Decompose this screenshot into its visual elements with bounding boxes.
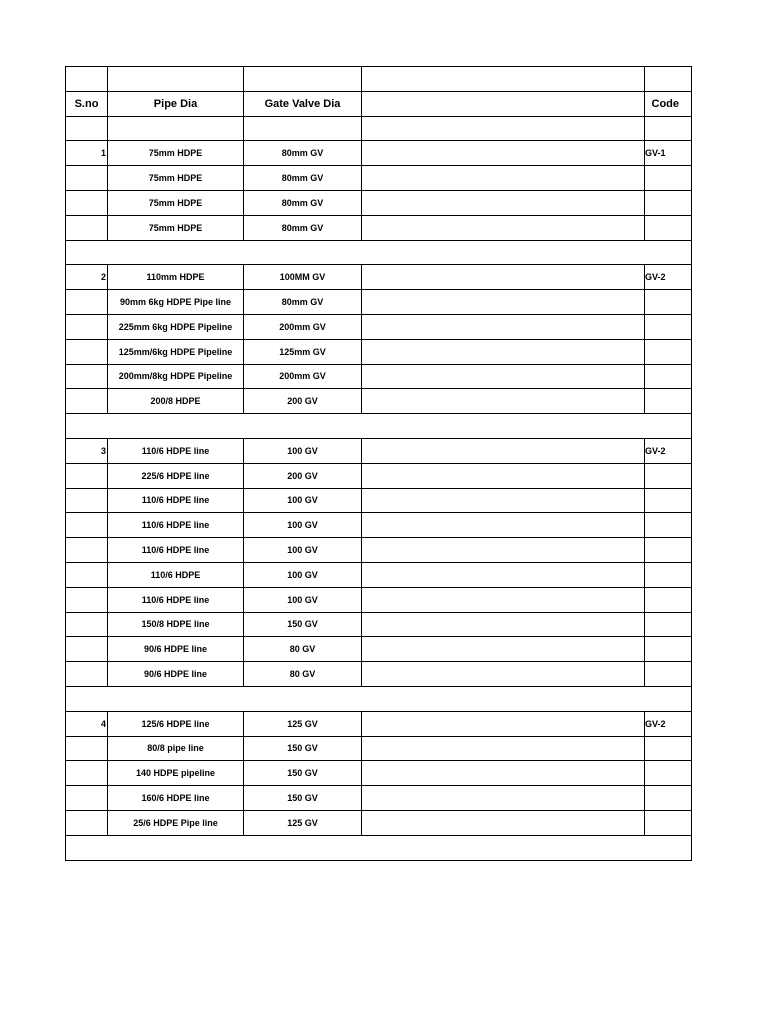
blank-cell <box>244 67 362 92</box>
sno-cell <box>66 215 108 240</box>
table-row <box>66 190 692 215</box>
sno-cell <box>66 810 108 835</box>
table-row <box>66 438 692 463</box>
header-row <box>66 91 692 116</box>
sno-cell <box>66 786 108 811</box>
code-cell <box>645 166 692 191</box>
gate-valve-cell: 100 GV <box>244 587 362 612</box>
pipe-dia-cell: 125mm/6kg HDPE Pipeline <box>108 339 244 364</box>
sno-cell <box>66 290 108 315</box>
gate-valve-cell: 100 GV <box>244 562 362 587</box>
table-row <box>66 513 692 538</box>
header-sno: S.no <box>66 91 108 116</box>
gate-valve-cell: 125 GV <box>244 711 362 736</box>
blank-cell <box>362 612 645 637</box>
pipe-dia-cell: 75mm HDPE <box>108 166 244 191</box>
sno-cell <box>66 662 108 687</box>
table-row <box>66 389 692 414</box>
pipe-dia-cell: 225/6 HDPE line <box>108 463 244 488</box>
blank-cell <box>362 587 645 612</box>
code-cell: GV-2 <box>645 438 692 463</box>
gate-valve-cell: 150 GV <box>244 786 362 811</box>
pipe-dia-cell: 110mm HDPE <box>108 265 244 290</box>
sno-cell <box>66 736 108 761</box>
sno-cell <box>66 562 108 587</box>
blank-cell <box>362 662 645 687</box>
blank-cell <box>362 438 645 463</box>
table-row <box>66 463 692 488</box>
sno-cell <box>66 513 108 538</box>
table-row <box>66 562 692 587</box>
table-row <box>66 662 692 687</box>
table-row <box>66 587 692 612</box>
sno-cell <box>66 314 108 339</box>
table-row <box>66 711 692 736</box>
separator-row <box>66 414 692 439</box>
code-cell <box>645 587 692 612</box>
separator-cell <box>66 686 692 711</box>
pipe-dia-cell: 90mm 6kg HDPE Pipe line <box>108 290 244 315</box>
blank-cell <box>362 562 645 587</box>
gate-valve-cell: 125 GV <box>244 810 362 835</box>
sno-cell <box>66 612 108 637</box>
blank-cell <box>362 290 645 315</box>
gate-valve-cell: 100MM GV <box>244 265 362 290</box>
table-row <box>66 488 692 513</box>
code-cell <box>645 736 692 761</box>
blank-cell <box>66 67 108 92</box>
blank-cell <box>362 786 645 811</box>
sno-cell <box>66 761 108 786</box>
sno-cell <box>66 339 108 364</box>
gate-valve-table <box>65 66 692 861</box>
code-cell <box>645 290 692 315</box>
code-cell <box>645 463 692 488</box>
gate-valve-cell: 80 GV <box>244 637 362 662</box>
blank-cell <box>362 463 645 488</box>
blank-cell <box>362 265 645 290</box>
table-row <box>66 786 692 811</box>
blank-cell <box>362 538 645 563</box>
gate-valve-cell: 150 GV <box>244 736 362 761</box>
separator-cell <box>66 835 692 860</box>
pipe-dia-cell: 110/6 HDPE line <box>108 587 244 612</box>
table-row <box>66 141 692 166</box>
pipe-dia-cell: 140 HDPE pipeline <box>108 761 244 786</box>
code-cell <box>645 562 692 587</box>
table-row <box>66 339 692 364</box>
header-pipe-dia: Pipe Dia <box>108 91 244 116</box>
code-cell <box>645 538 692 563</box>
table-row <box>66 265 692 290</box>
gate-valve-cell: 200mm GV <box>244 364 362 389</box>
separator-cell <box>66 414 692 439</box>
blank-cell <box>362 314 645 339</box>
pipe-dia-cell: 125/6 HDPE line <box>108 711 244 736</box>
blank-cell <box>362 190 645 215</box>
table-row <box>66 364 692 389</box>
code-cell <box>645 761 692 786</box>
blank-cell <box>362 116 645 141</box>
blank-cell <box>362 215 645 240</box>
table-row <box>66 538 692 563</box>
separator-row <box>66 835 692 860</box>
code-cell <box>645 116 692 141</box>
sno-cell <box>66 488 108 513</box>
code-cell: GV-1 <box>645 141 692 166</box>
separator-row <box>66 240 692 265</box>
sno-cell <box>66 463 108 488</box>
pipe-dia-cell: 160/6 HDPE line <box>108 786 244 811</box>
sno-cell <box>66 116 108 141</box>
pipe-dia-cell: 110/6 HDPE line <box>108 438 244 463</box>
blank-cell <box>362 141 645 166</box>
pipe-dia-cell: 200mm/8kg HDPE Pipeline <box>108 364 244 389</box>
header-blank <box>362 91 645 116</box>
pipe-dia-cell: 110/6 HDPE line <box>108 513 244 538</box>
code-cell <box>645 339 692 364</box>
pipe-dia-cell: 75mm HDPE <box>108 215 244 240</box>
header-gate-valve-dia: Gate Valve Dia <box>244 91 362 116</box>
empty-row <box>66 116 692 141</box>
code-cell: GV-2 <box>645 265 692 290</box>
sno-cell: 4 <box>66 711 108 736</box>
code-cell <box>645 215 692 240</box>
sno-cell: 1 <box>66 141 108 166</box>
code-cell <box>645 190 692 215</box>
blank-cell <box>362 711 645 736</box>
sno-cell <box>66 364 108 389</box>
pipe-dia-cell: 110/6 HDPE line <box>108 538 244 563</box>
gate-valve-cell: 150 GV <box>244 761 362 786</box>
blank-cell <box>362 166 645 191</box>
table-row <box>66 736 692 761</box>
code-cell: GV-2 <box>645 711 692 736</box>
gate-valve-cell: 100 GV <box>244 513 362 538</box>
table-row <box>66 761 692 786</box>
pipe-dia-cell: 90/6 HDPE line <box>108 637 244 662</box>
gate-valve-cell: 200 GV <box>244 463 362 488</box>
blank-cell <box>362 637 645 662</box>
sno-cell: 2 <box>66 265 108 290</box>
gate-valve-cell: 100 GV <box>244 488 362 513</box>
pipe-dia-cell: 225mm 6kg HDPE Pipeline <box>108 314 244 339</box>
pipe-dia-cell: 150/8 HDPE line <box>108 612 244 637</box>
gate-valve-cell: 100 GV <box>244 438 362 463</box>
header-code: Code <box>645 91 692 116</box>
pipe-dia-cell: 25/6 HDPE Pipe line <box>108 810 244 835</box>
pipe-dia-cell: 110/6 HDPE line <box>108 488 244 513</box>
table-row <box>66 612 692 637</box>
code-cell <box>645 513 692 538</box>
pipe-dia-cell: 200/8 HDPE <box>108 389 244 414</box>
gate-valve-cell: 125mm GV <box>244 339 362 364</box>
blank-cell <box>362 389 645 414</box>
pipe-dia-cell: 110/6 HDPE <box>108 562 244 587</box>
gate-valve-cell: 80mm GV <box>244 215 362 240</box>
code-cell <box>645 810 692 835</box>
blank-cell <box>362 67 645 92</box>
table-row <box>66 810 692 835</box>
table-row <box>66 215 692 240</box>
separator-cell <box>66 240 692 265</box>
code-cell <box>645 389 692 414</box>
code-cell <box>645 364 692 389</box>
gate-valve-cell: 200 GV <box>244 389 362 414</box>
gate-valve-cell: 100 GV <box>244 538 362 563</box>
code-cell <box>645 314 692 339</box>
sno-cell <box>66 538 108 563</box>
gate-valve-cell: 80mm GV <box>244 290 362 315</box>
table-row <box>66 166 692 191</box>
table-row <box>66 314 692 339</box>
code-cell <box>645 786 692 811</box>
blank-cell <box>362 513 645 538</box>
blank-cell <box>362 339 645 364</box>
code-cell <box>645 662 692 687</box>
code-cell <box>645 637 692 662</box>
pipe-dia-cell: 80/8 pipe line <box>108 736 244 761</box>
gate-valve-cell: 80 GV <box>244 662 362 687</box>
pipe-dia-cell: 90/6 HDPE line <box>108 662 244 687</box>
blank-cell <box>108 67 244 92</box>
table-row <box>66 637 692 662</box>
sno-cell <box>66 166 108 191</box>
blank-cell <box>362 761 645 786</box>
blank-cell <box>362 364 645 389</box>
gate-valve-cell: 80mm GV <box>244 166 362 191</box>
sno-cell: 3 <box>66 438 108 463</box>
top-blank-row <box>66 67 692 92</box>
sno-cell <box>66 637 108 662</box>
sno-cell <box>66 389 108 414</box>
table-row <box>66 290 692 315</box>
pipe-dia-cell <box>108 116 244 141</box>
blank-cell <box>645 67 692 92</box>
gate-valve-cell <box>244 116 362 141</box>
blank-cell <box>362 810 645 835</box>
sno-cell <box>66 587 108 612</box>
separator-row <box>66 686 692 711</box>
gate-valve-cell: 80mm GV <box>244 190 362 215</box>
blank-cell <box>362 736 645 761</box>
code-cell <box>645 612 692 637</box>
pipe-dia-cell: 75mm HDPE <box>108 141 244 166</box>
table-body <box>66 67 692 861</box>
sno-cell <box>66 190 108 215</box>
gate-valve-cell: 150 GV <box>244 612 362 637</box>
code-cell <box>645 488 692 513</box>
pipe-dia-cell: 75mm HDPE <box>108 190 244 215</box>
gate-valve-cell: 80mm GV <box>244 141 362 166</box>
gate-valve-cell: 200mm GV <box>244 314 362 339</box>
blank-cell <box>362 488 645 513</box>
